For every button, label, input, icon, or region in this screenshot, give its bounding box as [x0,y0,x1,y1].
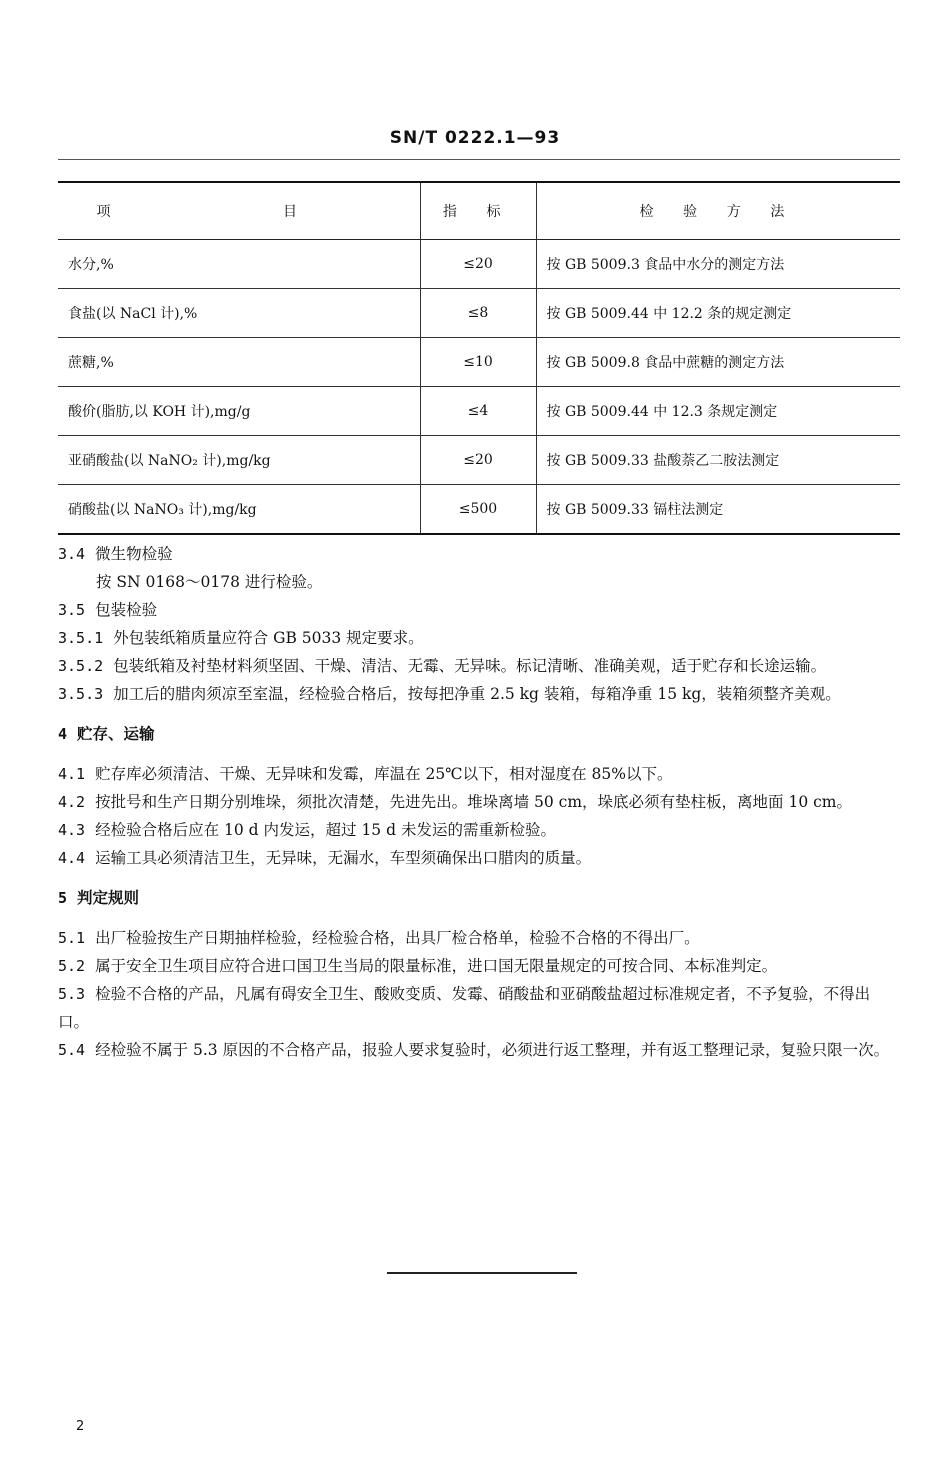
header-method: 检 验 方 法 [536,182,900,240]
end-of-document-rule [387,1272,577,1274]
cell-index: ≤20 [420,240,536,289]
clause-3-5-heading [58,596,900,624]
cell-method: 按 GB 5009.33 盐酸萘乙二胺法测定 [536,436,900,485]
header-rule [58,159,900,160]
clause-text: 运输工具必须清洁卫生，无异味，无漏水，车型须确保出口腊肉的质量。 [95,849,592,867]
page-number: 2 [76,1419,85,1434]
cell-method: 按 GB 5009.44 中 12.2 条的规定测定 [536,289,900,338]
clause-text: 贮存库必须清洁、干燥、无异味和发霉，库温在 25℃以下，相对湿度在 85%以下。 [95,765,673,783]
cell-method: 按 GB 5009.3 食品中水分的测定方法 [536,240,900,289]
clause-title: 包装检验 [95,601,158,619]
clause-number: 4.3 [58,821,86,839]
clause-number: 3.5.3 [58,685,104,703]
clause-text: 出厂检验按生产日期抽样检验，经检验合格，出具厂检合格单，检验不合格的不得出厂。 [95,929,700,947]
clause-text: 检验不合格的产品，凡属有碍安全卫生、酸败变质、发霉、硝酸盐和亚硝酸盐超过标准规定者，不予复验，不得出口。 [58,985,871,1031]
clause-number: 5.1 [58,929,86,947]
document-body [58,540,900,1064]
cell-index: ≤10 [420,338,536,387]
clause-4-4 [58,844,900,872]
clause-3-5-3 [58,680,900,708]
header-index: 指 标 [420,182,536,240]
clause-number: 5.3 [58,985,86,1003]
clause-number: 3.5 [58,601,86,619]
clause-5-2 [58,952,900,980]
clause-number: 5.2 [58,957,86,975]
table-row [58,240,900,289]
section-5-heading [58,884,900,912]
clause-4-1 [58,760,900,788]
cell-item: 蔗糖,% [58,338,420,387]
cell-method: 按 GB 5009.33 镉柱法测定 [536,485,900,535]
table-row [58,387,900,436]
clause-text: 包装纸箱及衬垫材料须坚固、干燥、清洁、无霉、无异味。标记清晰、准确美观，适于贮存和长途运输。 [113,657,827,675]
clause-5-1 [58,924,900,952]
clause-number: 3.5.1 [58,629,104,647]
document-code-header: SN/T 0222.1—93 [389,128,561,148]
clause-3-4-heading [58,540,900,568]
clause-text: 外包装纸箱质量应符合 GB 5033 规定要求。 [113,629,424,647]
specification-table [58,181,900,535]
section-number: 4 [58,725,68,743]
cell-item: 水分,% [58,240,420,289]
cell-index: ≤20 [420,436,536,485]
section-title: 判定规则 [77,888,140,907]
cell-method: 按 GB 5009.8 食品中蔗糖的测定方法 [536,338,900,387]
cell-item: 硝酸盐(以 NaNO₃ 计),mg/kg [58,485,420,535]
table-row [58,485,900,535]
clause-number: 3.5.2 [58,657,104,675]
clause-text: 属于安全卫生项目应符合进口国卫生当局的限量标准，进口国无限量规定的可按合同、本标准判定。 [95,957,778,975]
clause-number: 4.2 [58,793,86,811]
table-row [58,436,900,485]
clause-5-3 [58,980,900,1036]
clause-number: 3.4 [58,545,86,563]
clause-title: 微生物检验 [95,545,173,563]
cell-item: 食盐(以 NaCl 计),% [58,289,420,338]
clause-3-4-text: 按 SN 0168～0178 进行检验。 [96,573,323,591]
cell-index: ≤8 [420,289,536,338]
table-row [58,338,900,387]
clause-text: 加工后的腊肉须凉至室温，经检验合格后，按每把净重 2.5 kg 装箱，每箱净重 15 kg，装箱须整齐美观。 [113,685,841,703]
clause-text: 经检验合格后应在 10 d 内发运，超过 15 d 未发运的需重新检验。 [95,821,556,839]
cell-index: ≤500 [420,485,536,535]
clause-number: 4.1 [58,765,86,783]
clause-3-5-1 [58,624,900,652]
clause-text: 经检验不属于 5.3 原因的不合格产品，报验人要求复验时，必须进行返工整理，并有返工整理记录，复验只限一次。 [95,1041,890,1059]
clause-text: 按批号和生产日期分别堆垛，须批次清楚，先进先出。堆垛离墙 50 cm，垛底必须有垫柱板，离地面 10 cm。 [95,793,853,811]
table-header-row [58,182,900,240]
clause-5-4 [58,1036,900,1064]
cell-method: 按 GB 5009.44 中 12.3 条规定测定 [536,387,900,436]
clause-3-5-2 [58,652,900,680]
section-4-heading [58,720,900,748]
cell-item: 亚硝酸盐(以 NaNO₂ 计),mg/kg [58,436,420,485]
cell-item: 酸价(脂肪,以 KOH 计),mg/g [58,387,420,436]
header-item: 项 目 [58,182,420,240]
section-title: 贮存、运输 [77,724,155,743]
table-row [58,289,900,338]
clause-number: 4.4 [58,849,86,867]
clause-number: 5.4 [58,1041,86,1059]
section-number: 5 [58,889,68,907]
clause-4-2 [58,788,900,816]
clause-4-3 [58,816,900,844]
cell-index: ≤4 [420,387,536,436]
